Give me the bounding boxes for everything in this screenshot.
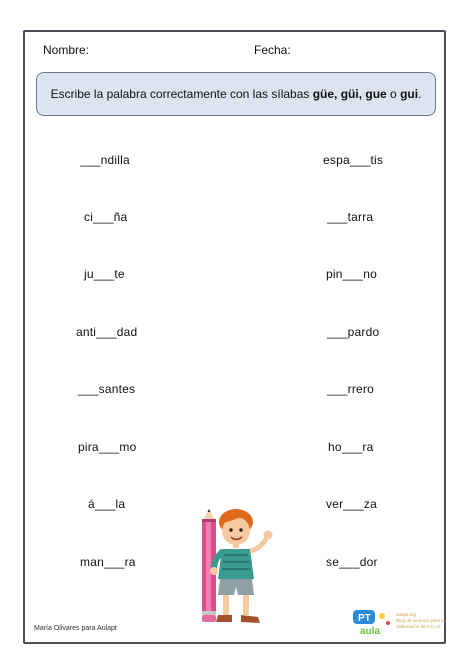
word-left-4[interactable]: anti___dad bbox=[76, 325, 138, 339]
word-left-1[interactable]: ___ndilla bbox=[80, 153, 130, 167]
instruction-syllables-1: güe, güi, gue bbox=[312, 87, 387, 101]
word-left-6[interactable]: pira___mo bbox=[78, 440, 137, 454]
blog-credit-text bbox=[396, 612, 452, 630]
aulapt-logo-block bbox=[352, 608, 452, 640]
word-left-3[interactable]: ju___te bbox=[84, 267, 125, 281]
word-right-7[interactable]: ver___za bbox=[326, 497, 377, 511]
word-right-8[interactable]: se___dor bbox=[326, 555, 378, 569]
fecha-label: Fecha: bbox=[254, 43, 291, 57]
instruction-text bbox=[51, 87, 422, 101]
instruction-text-mid: o bbox=[386, 87, 401, 101]
word-right-3[interactable]: pin___no bbox=[326, 267, 377, 281]
word-right-2[interactable]: ___tarra bbox=[327, 210, 374, 224]
word-right-5[interactable]: ___rrero bbox=[327, 382, 374, 396]
aulapt-logo-icon bbox=[352, 608, 396, 638]
boy-figure bbox=[210, 509, 273, 623]
credit-line-2: Blog de recursos para la bbox=[396, 618, 445, 623]
word-left-2[interactable]: ci___ña bbox=[84, 210, 128, 224]
word-right-1[interactable]: espa___tis bbox=[323, 153, 384, 167]
credit-line-3: elaboración de A.C.I.S bbox=[396, 624, 441, 629]
author-credit: María Olivares para Aulapt bbox=[34, 625, 117, 632]
instruction-box bbox=[36, 72, 436, 116]
boy-with-pencil-illustration bbox=[188, 505, 284, 631]
header-row bbox=[43, 40, 423, 58]
credit-line-1[interactable]: aulapt.org bbox=[396, 612, 417, 617]
word-right-6[interactable]: ho___ra bbox=[328, 440, 374, 454]
instruction-text-end: . bbox=[418, 87, 422, 101]
word-left-5[interactable]: ___santes bbox=[78, 382, 136, 396]
instruction-text-before: Escribe la palabra correctamente con las sílabas bbox=[50, 87, 313, 101]
nombre-label: Nombre: bbox=[43, 43, 90, 57]
word-right-4[interactable]: ___pardo bbox=[327, 325, 380, 339]
instruction-syllables-2: gui bbox=[400, 87, 419, 101]
svg-text:PT: PT bbox=[358, 613, 371, 624]
word-left-7[interactable]: á___la bbox=[88, 497, 126, 511]
svg-text:aula: aula bbox=[360, 626, 381, 637]
word-left-8[interactable]: man___ra bbox=[80, 555, 136, 569]
